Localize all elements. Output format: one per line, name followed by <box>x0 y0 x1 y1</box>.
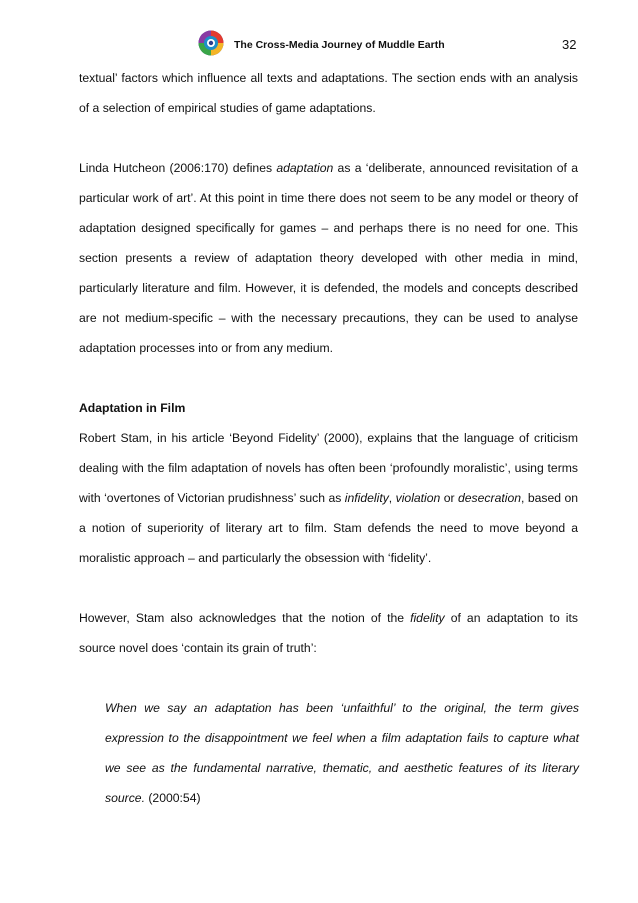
logo-icon <box>198 30 224 56</box>
quote-text: When we say an adaptation has been ‘unfaithful’ to the original, the term gives expression to the disappointment we feel when a film adaptation fails to capture what we see as the fundamental narrative, thematic, and aesthetic features of its literary source. <box>105 701 579 805</box>
paragraph-stam <box>79 423 578 573</box>
emphasis-term: fidelity <box>410 611 445 625</box>
text-span: of an adaptation to its source novel does ‘contain its grain of truth’: <box>79 611 578 655</box>
paragraph-hutcheon <box>79 153 578 363</box>
text-span: However, Stam also acknowledges that the notion of the <box>79 611 411 625</box>
text-span: as a ‘deliberate, announced revisitation of a particular work of art’. At this point in time there does not seem to be any model or theory of adaptation designed specifically for games – and perhaps there is no need for one. This section presents a review of adaptation theory developed with other media in mind, particularly literature and film. However, it is defended, the models and concepts described are not medium-specific – with the necessary precautions, they can be used to analyse adaptation processes into or from any medium. <box>79 161 578 355</box>
emphasis-term: adaptation <box>276 161 334 175</box>
text-span: Linda Hutcheon (2006:170) defines <box>79 161 277 175</box>
block-quote <box>105 693 579 813</box>
header-title: The Cross-Media Journey of Muddle Earth <box>234 39 445 51</box>
text-span: , <box>388 491 396 505</box>
section-heading: Adaptation in Film <box>79 401 186 415</box>
text-span: , based on a notion of superiority of literary art to film. Stam defends the need to move beyond a moralistic approach – and particularly the obsession with ‘fidelity’. <box>79 491 578 565</box>
paragraph-spacer <box>79 363 578 393</box>
quote-citation: (2000:54) <box>144 791 201 805</box>
paragraph-spacer <box>79 663 578 693</box>
page-number: 32 <box>562 37 577 52</box>
page-header <box>0 26 638 66</box>
paragraph-continuation <box>79 63 578 123</box>
paragraph-spacer <box>79 573 578 603</box>
emphasis-term: violation <box>395 491 441 505</box>
text-span: Robert Stam, in his article ‘Beyond Fidelity’ (2000), explains that the language of criticism dealing with the film adaptation of novels has often been ‘profoundly moralistic’, using terms with ‘overtones of Victorian prudishness’ such as <box>79 431 578 505</box>
paragraph-text: textual’ factors which influence all texts and adaptations. The section ends with an analysis of a selection of empirical studies of game adaptations. <box>79 71 578 115</box>
page-body <box>79 63 578 813</box>
paragraph-spacer <box>79 123 578 153</box>
text-span: or <box>440 491 458 505</box>
emphasis-term: desecration <box>458 491 522 505</box>
paragraph-fidelity <box>79 603 578 663</box>
emphasis-term: infidelity <box>344 491 389 505</box>
